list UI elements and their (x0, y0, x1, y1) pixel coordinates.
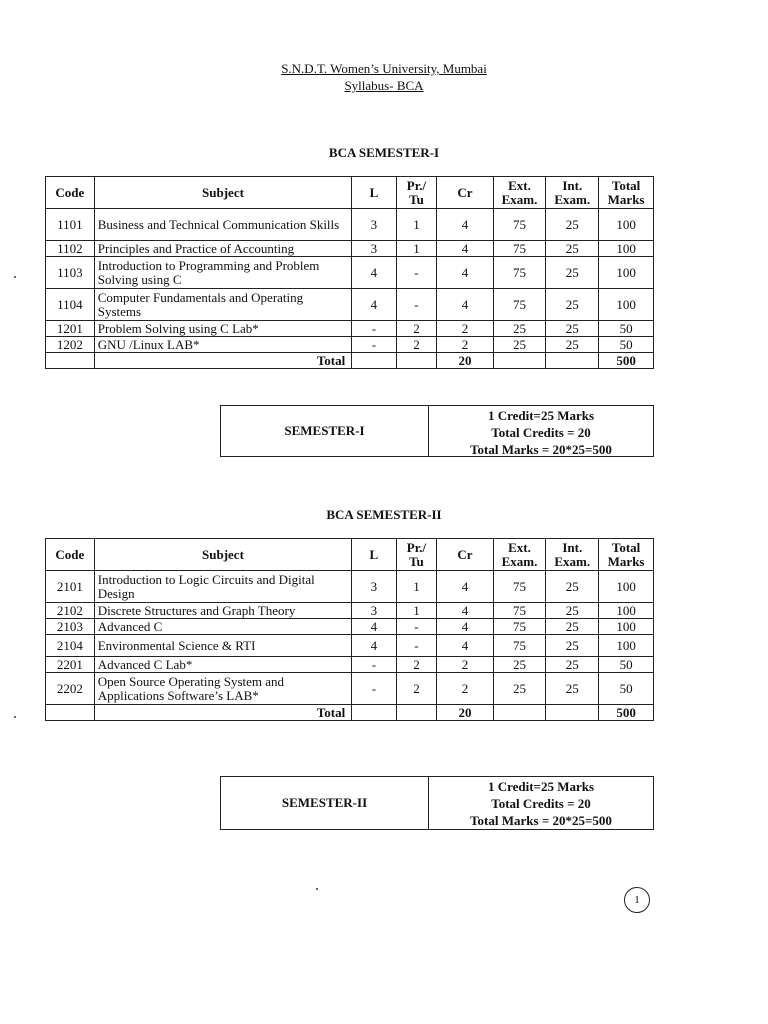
internal-exam-marks: 25 (546, 657, 599, 673)
external-exam-marks: 75 (493, 635, 546, 657)
lecture-hours: 3 (352, 241, 396, 257)
total-marks: 50 (599, 657, 654, 673)
credits: 2 (437, 337, 493, 353)
course-code: 2103 (46, 619, 95, 635)
col-total-marks: Total Marks (599, 177, 654, 209)
scan-speck (14, 276, 16, 278)
col-ext-exam: Ext. Exam. (493, 177, 546, 209)
lecture-hours: - (352, 657, 396, 673)
col-subject: Subject (94, 177, 352, 209)
practical-tutorial: - (396, 619, 437, 635)
course-code: 1101 (46, 209, 95, 241)
internal-exam-marks: 25 (546, 209, 599, 241)
table-row (46, 241, 654, 257)
table-row (46, 289, 654, 321)
semester-2-table (45, 538, 654, 721)
course-code: 2102 (46, 603, 95, 619)
credits: 4 (437, 571, 493, 603)
total-blank (352, 705, 396, 721)
total-marks-calc: Total Marks = 20*25=500 (470, 813, 612, 828)
table-header-row (46, 177, 654, 209)
course-code: 1202 (46, 337, 95, 353)
total-marks: 50 (599, 321, 654, 337)
lecture-hours: 4 (352, 635, 396, 657)
external-exam-marks: 75 (493, 209, 546, 241)
internal-exam-marks: 25 (546, 571, 599, 603)
credits: 4 (437, 635, 493, 657)
table-row (46, 571, 654, 603)
semester-1-body (46, 209, 654, 369)
table-row (46, 257, 654, 289)
table-row (46, 603, 654, 619)
scan-speck (316, 888, 318, 890)
table-header-row (46, 539, 654, 571)
col-l: L (352, 177, 396, 209)
total-marks: 100 (599, 257, 654, 289)
credits: 2 (437, 657, 493, 673)
syllabus-title: Syllabus- BCA (344, 78, 424, 93)
summary-details (429, 406, 653, 456)
course-code: 1201 (46, 321, 95, 337)
credit-rule: 1 Credit=25 Marks (487, 408, 595, 423)
external-exam-marks: 75 (493, 289, 546, 321)
external-exam-marks: 75 (493, 603, 546, 619)
total-marks: 100 (599, 241, 654, 257)
internal-exam-marks: 25 (546, 257, 599, 289)
course-subject: Problem Solving using C Lab* (94, 321, 352, 337)
university-name: S.N.D.T. Women’s University, Mumbai (281, 61, 487, 76)
internal-exam-marks: 25 (546, 321, 599, 337)
practical-tutorial: 2 (396, 673, 437, 705)
scan-speck (14, 716, 16, 718)
total-blank (46, 705, 95, 721)
lecture-hours: 3 (352, 603, 396, 619)
summary-label: SEMESTER-I (221, 406, 429, 456)
credits: 4 (437, 241, 493, 257)
table-row (46, 635, 654, 657)
external-exam-marks: 75 (493, 619, 546, 635)
total-marks-calc: Total Marks = 20*25=500 (470, 442, 612, 457)
course-subject: Advanced C (94, 619, 351, 635)
course-subject: Introduction to Programming and Problem Solving using C (94, 257, 352, 289)
total-credits-cell: 20 (437, 353, 493, 369)
total-marks: 100 (599, 289, 654, 321)
total-credits-cell: 20 (437, 705, 493, 721)
lecture-hours: - (352, 673, 396, 705)
table-row (46, 619, 654, 635)
internal-exam-marks: 25 (546, 603, 599, 619)
total-label: Total (94, 353, 352, 369)
total-blank (46, 353, 95, 369)
external-exam-marks: 25 (493, 657, 546, 673)
total-blank (396, 705, 437, 721)
col-cr: Cr (437, 177, 493, 209)
col-int-exam: Int. Exam. (546, 539, 599, 571)
total-marks: 100 (599, 635, 654, 657)
internal-exam-marks: 25 (546, 337, 599, 353)
semester-2-body (46, 571, 654, 721)
semester-2-title: BCA SEMESTER-II (326, 507, 442, 522)
summary-label: SEMESTER-II (221, 777, 429, 829)
table-row (46, 321, 654, 337)
credits: 2 (437, 673, 493, 705)
total-marks: 100 (599, 571, 654, 603)
lecture-hours: 4 (352, 619, 396, 635)
total-marks-cell: 500 (599, 705, 654, 721)
total-marks-cell: 500 (599, 353, 654, 369)
internal-exam-marks: 25 (546, 635, 599, 657)
course-code: 1104 (46, 289, 95, 321)
course-code: 2202 (46, 673, 95, 705)
semester-1-title: BCA SEMESTER-I (328, 145, 440, 160)
course-subject: Computer Fundamentals and Operating Systems (94, 289, 352, 321)
total-blank (546, 353, 599, 369)
course-code: 1103 (46, 257, 95, 289)
course-code: 1102 (46, 241, 95, 257)
credits: 4 (437, 209, 493, 241)
internal-exam-marks: 25 (546, 241, 599, 257)
course-subject: Business and Technical Communication Skills (94, 209, 352, 241)
practical-tutorial: - (396, 289, 437, 321)
col-ext-exam: Ext. Exam. (493, 539, 546, 571)
total-blank (352, 353, 396, 369)
total-marks: 100 (599, 619, 654, 635)
practical-tutorial: - (396, 635, 437, 657)
table-row (46, 657, 654, 673)
credits: 4 (437, 289, 493, 321)
total-blank (396, 353, 437, 369)
practical-tutorial: 1 (396, 241, 437, 257)
course-subject: Introduction to Logic Circuits and Digital Design (94, 571, 351, 603)
external-exam-marks: 75 (493, 241, 546, 257)
external-exam-marks: 25 (493, 321, 546, 337)
practical-tutorial: 2 (396, 321, 437, 337)
credits: 2 (437, 321, 493, 337)
total-marks: 50 (599, 673, 654, 705)
practical-tutorial: 2 (396, 657, 437, 673)
lecture-hours: 3 (352, 209, 396, 241)
course-code: 2104 (46, 635, 95, 657)
course-code: 2101 (46, 571, 95, 603)
course-subject: Open Source Operating System and Applications Software’s LAB* (94, 673, 351, 705)
total-marks: 100 (599, 209, 654, 241)
col-total-marks: Total Marks (599, 539, 654, 571)
col-code: Code (46, 177, 95, 209)
internal-exam-marks: 25 (546, 289, 599, 321)
total-blank (493, 705, 546, 721)
credits: 4 (437, 257, 493, 289)
col-pr-tu: Pr./ Tu (396, 177, 437, 209)
external-exam-marks: 25 (493, 337, 546, 353)
col-cr: Cr (437, 539, 493, 571)
table-row (46, 673, 654, 705)
course-subject: GNU /Linux LAB* (94, 337, 352, 353)
col-code: Code (46, 539, 95, 571)
credits: 4 (437, 603, 493, 619)
course-subject: Principles and Practice of Accounting (94, 241, 352, 257)
total-credits: Total Credits = 20 (491, 425, 591, 440)
semester-2-summary (220, 776, 654, 830)
practical-tutorial: 1 (396, 571, 437, 603)
external-exam-marks: 75 (493, 257, 546, 289)
external-exam-marks: 75 (493, 571, 546, 603)
total-row (46, 705, 654, 721)
course-subject: Advanced C Lab* (94, 657, 351, 673)
credit-rule: 1 Credit=25 Marks (487, 779, 595, 794)
total-blank (493, 353, 546, 369)
lecture-hours: - (352, 321, 396, 337)
table-row (46, 209, 654, 241)
course-subject: Discrete Structures and Graph Theory (94, 603, 351, 619)
practical-tutorial: - (396, 257, 437, 289)
semester-1-summary (220, 405, 654, 457)
practical-tutorial: 1 (396, 209, 437, 241)
total-row (46, 353, 654, 369)
col-pr-tu: Pr./ Tu (396, 539, 437, 571)
total-credits: Total Credits = 20 (491, 796, 591, 811)
practical-tutorial: 1 (396, 603, 437, 619)
lecture-hours: 4 (352, 257, 396, 289)
lecture-hours: 4 (352, 289, 396, 321)
document-header (0, 60, 768, 94)
course-subject: Environmental Science & RTI (94, 635, 351, 657)
col-subject: Subject (94, 539, 351, 571)
lecture-hours: 3 (352, 571, 396, 603)
total-marks: 50 (599, 337, 654, 353)
col-int-exam: Int. Exam. (546, 177, 599, 209)
course-code: 2201 (46, 657, 95, 673)
semester-1-table (45, 176, 654, 369)
lecture-hours: - (352, 337, 396, 353)
internal-exam-marks: 25 (546, 619, 599, 635)
summary-details (429, 777, 653, 829)
total-label: Total (94, 705, 351, 721)
table-row (46, 337, 654, 353)
practical-tutorial: 2 (396, 337, 437, 353)
internal-exam-marks: 25 (546, 673, 599, 705)
total-blank (546, 705, 599, 721)
page-number: 1 (624, 887, 650, 913)
external-exam-marks: 25 (493, 673, 546, 705)
credits: 4 (437, 619, 493, 635)
total-marks: 100 (599, 603, 654, 619)
col-l: L (352, 539, 396, 571)
